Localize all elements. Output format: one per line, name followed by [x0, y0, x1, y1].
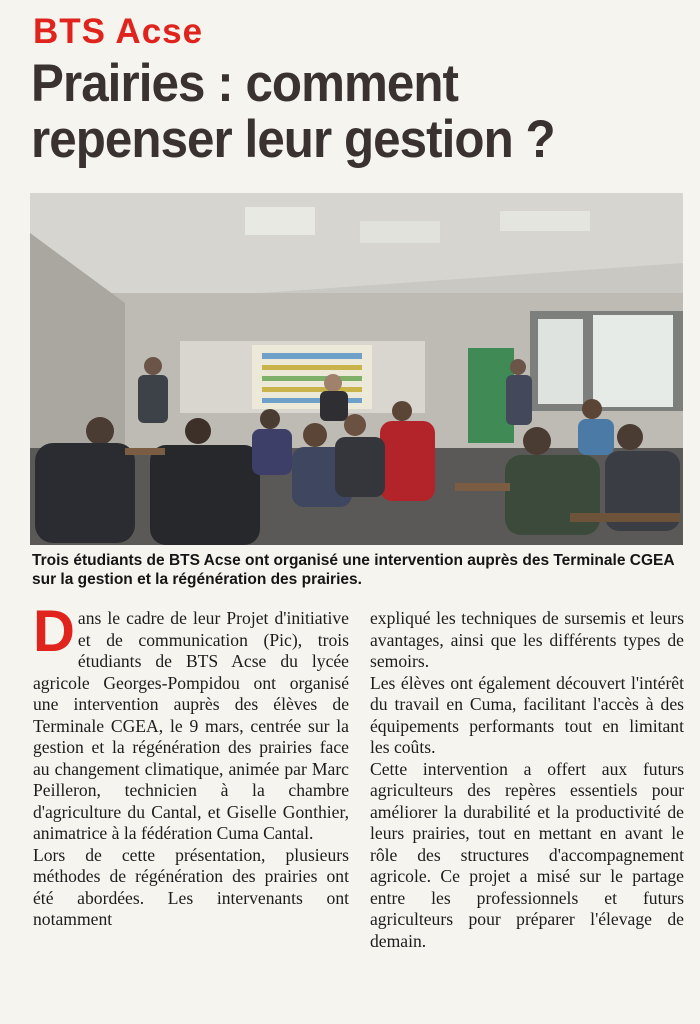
article-headline: Prairies : comment repenser leur gestion ? — [31, 54, 555, 169]
body-paragraph: Cette intervention a offert aux futurs agriculteurs des repères essentiels pour améliorer la durabilité et la productivité de leurs prairies, tout en mettant en avant le rôle des structures d'accompagnement agricole. Ce projet a misé sur le partage entre les professionnels et futurs agriculteurs pour préparer l'élevage de demain. — [370, 758, 684, 951]
body-paragraph: expliqué les techniques de sursemis et leurs avantages, ainsi que les différents types de semoirs. — [370, 608, 684, 671]
article-photo — [30, 193, 683, 545]
body-paragraph: ans le cadre de leur Projet d'initiative et de communication (Pic), trois étudiants de BTS Acse du lycée agricole Georges-Pompidou ont organisé une intervention auprès des élèves de Terminale CGEA, le 9 mars, centrée sur la gestion et la régénération des prairies face au changement climatique, animée par Marc Peilleron, technicien à la chambre d'agriculture du Cantal, et Giselle Gonthier, animatrice à la fédération Cuma Cantal. — [33, 608, 349, 843]
body-paragraph: Les élèves ont également découvert l'intérêt du travail en Cuma, facilitant l'accès à des équipements performants tout en limitant les coûts. — [370, 672, 684, 757]
classroom-photo — [30, 193, 683, 545]
section-kicker: BTS Acse — [33, 12, 204, 51]
article-column-left — [33, 599, 349, 931]
article-column-right — [370, 608, 684, 952]
body-paragraph: Lors de cette présentation, plusieurs méthodes de régénération des prairies ont été abordées. Les intervenants ont notamment — [33, 844, 349, 929]
drop-cap: D — [33, 599, 75, 664]
photo-caption: Trois étudiants de BTS Acse ont organisé une intervention auprès des Terminale CGEA sur la gestion et la régénération des prairies. — [32, 552, 674, 588]
